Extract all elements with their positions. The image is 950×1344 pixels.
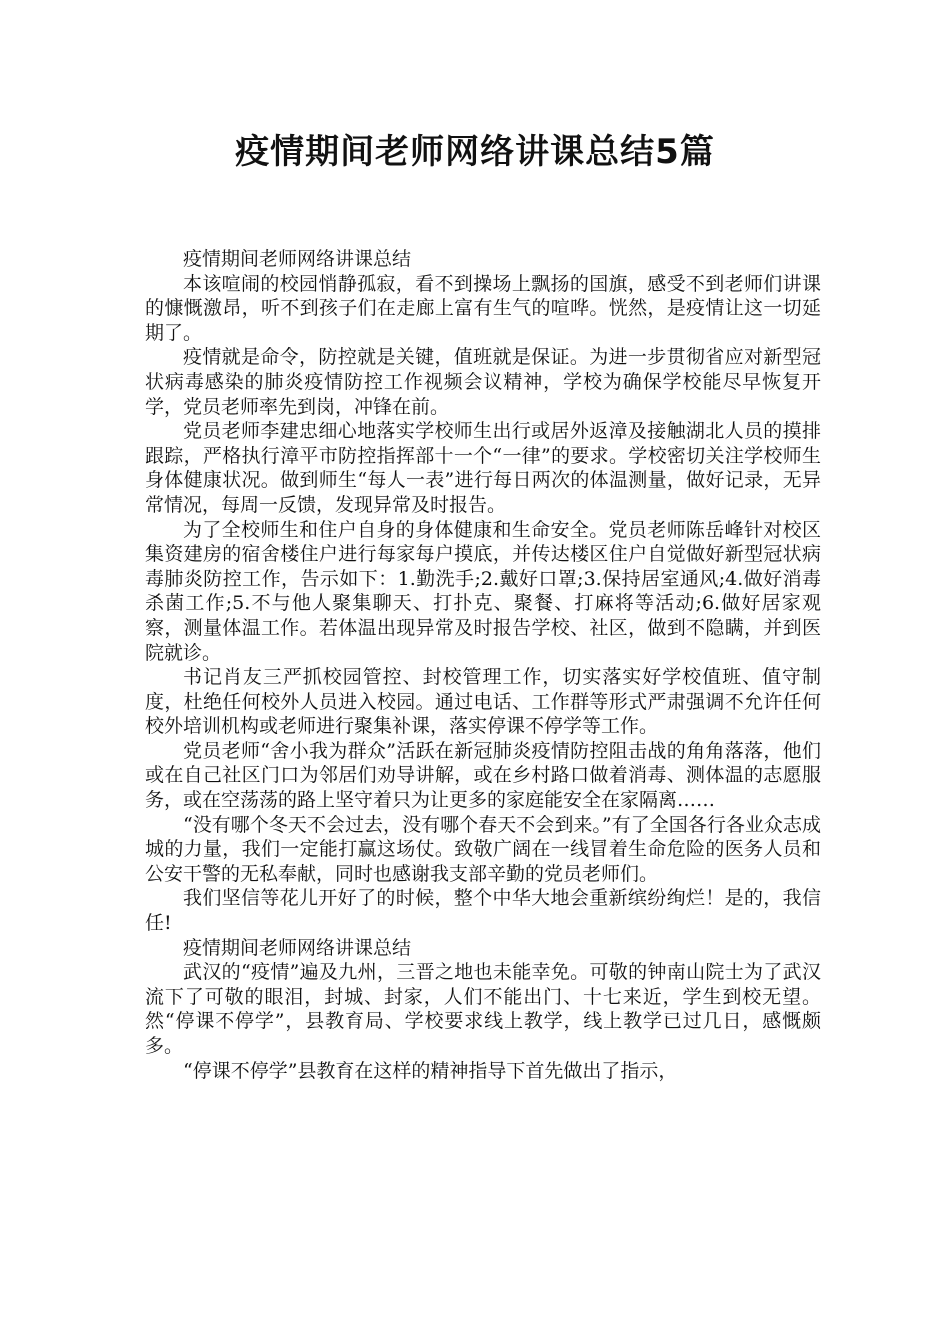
section-heading: 疫情期间老师网络讲课总结: [183, 248, 412, 270]
document-body: [145, 247, 821, 1083]
paragraph: 疫情就是命令，防控就是关键，值班就是保证。为进一步贯彻省应对新型冠状病毒感染的肺炎疫情防控工作视频会议精神，学校为确保学校能尽早恢复开学，党员老师率先到岗，冲锋在前。: [145, 346, 821, 418]
paragraph: “没有哪个冬天不会过去，没有哪个春天不会到来。”有了全国各行各业众志成城的力量，我们一定能打赢这场仗。致敬广阔在一线冒着生命危险的医务人员和公安干警的无私奉献，同时也感谢我支部辛勤的党员老师们。: [145, 813, 821, 885]
paragraph: 武汉的“疫情”遍及九州，三晋之地也未能幸免。可敬的钟南山院士为了武汉流下了可敬的眼泪，封城、封家，人们不能出门、十七来近，学生到校无望。然“停课不停学”，县教育局、学校要求线上教学，线上教学已过几日，感慨颇多。: [145, 961, 821, 1057]
paragraph: “停课不停学”县教育在这样的精神指导下首先做出了指示，: [183, 1059, 678, 1082]
document-title: 疫情期间老师网络讲课总结5篇: [235, 132, 715, 172]
paragraph: 本该喧闹的校园悄静孤寂，看不到操场上飘扬的国旗，感受不到老师们讲课的慷慨激昂，听不到孩子们在走廊上富有生气的喧哗。恍然，是疫情让这一切延期了。: [145, 272, 821, 344]
paragraph: 为了全校师生和住户自身的身体健康和生命安全。党员老师陈岳峰针对校区集资建房的宿舍楼住户进行每家每户摸底，并传达楼区住户自觉做好新型冠状病毒肺炎防控工作，告示如下：1.勤洗手;2.戴好口罩;3.保持居室通风;4.做好消毒杀菌工作;5.不与他人聚集聊天、打扑克、聚餐、打麻将等活动;6.做好居家观察，测量体温工作。若体温出现异常及时报告学校、社区，做到不隐瞒，并到医院就诊。: [145, 518, 821, 664]
paragraph: 我们坚信等花儿开好了的时候，整个中华大地会重新缤纷绚烂！是的，我信任!: [145, 887, 821, 935]
section-heading: 疫情期间老师网络讲课总结: [183, 936, 412, 959]
paragraph: 书记肖友三严抓校园管控、封校管理工作，切实落实好学校值班、值守制度，杜绝任何校外人员进入校园。通过电话、工作群等形式严肃强调不允许任何校外培训机构或老师进行聚集补课，落实停课不停学等工作。: [145, 666, 821, 738]
paragraph: 党员老师“舍小我为群众”活跃在新冠肺炎疫情防控阻击战的角角落落，他们或在自己社区门口为邻居们劝导讲解，或在乡村路口做着消毒、测体温的志愿服务，或在空荡荡的路上坚守着只为让更多的家庭能安全在家隔离……: [145, 739, 821, 812]
paragraph: 党员老师李建忠细心地落实学校师生出行或居外返漳及接触湖北人员的摸排跟踪，严格执行漳平市防控指挥部十一个“一律”的要求。学校密切关注学校师生身体健康状况。做到师生“每人一表”进行每日两次的体温测量，做好记录，无异常情况，每周一反馈，发现异常及时报告。: [145, 420, 821, 516]
